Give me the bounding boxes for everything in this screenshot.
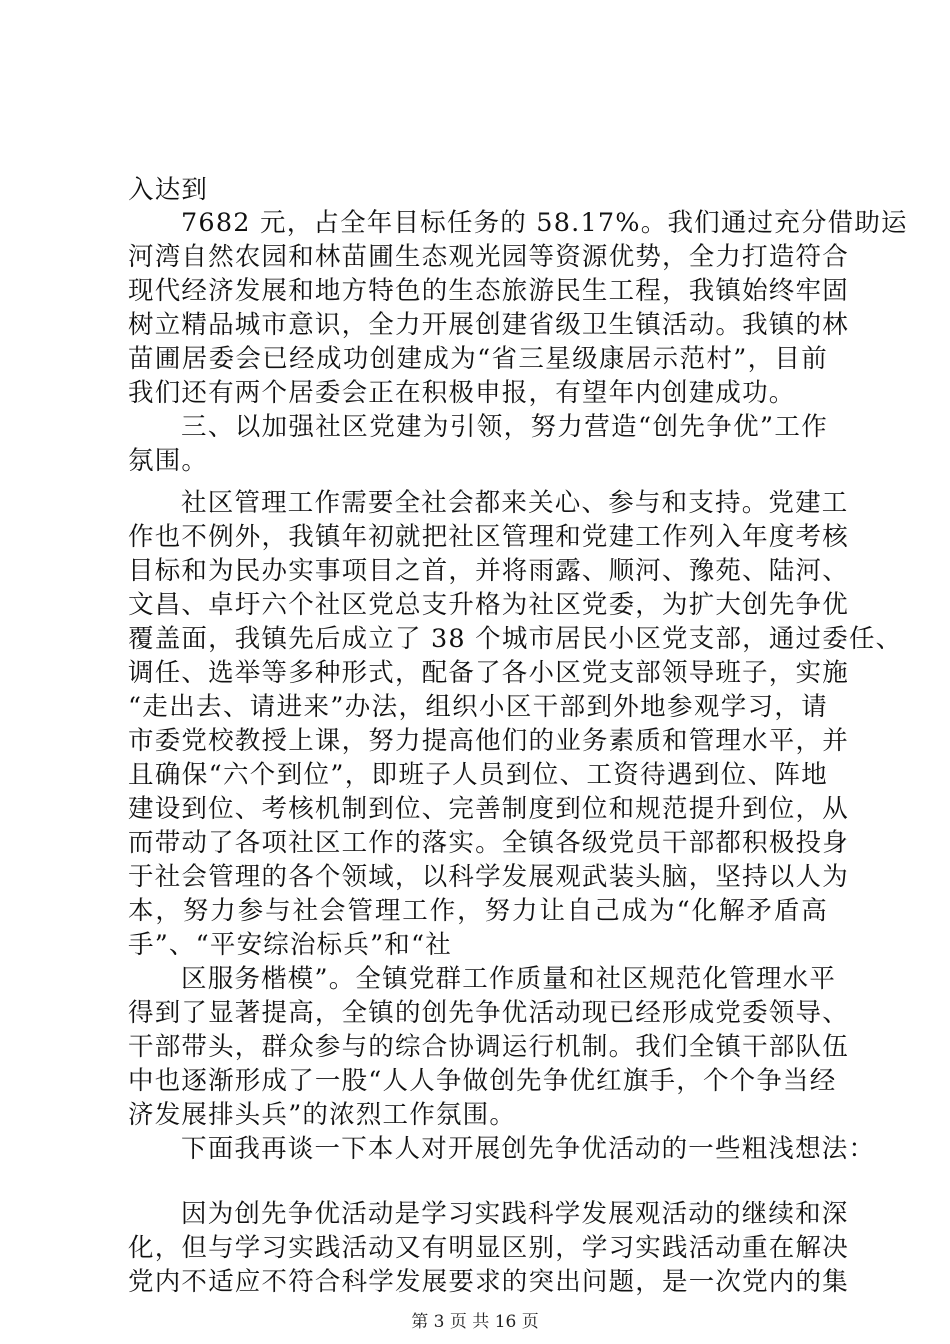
text-line: 7682 元，占全年目标任务的 58.17%。我们通过充分借助运	[181, 208, 908, 238]
text-line: 目标和为民办实事项目之首，并将雨露、顺河、豫苑、陆河、	[128, 556, 849, 586]
text-line: 调任、选举等多种形式，配备了各小区党支部领导班子，实施	[128, 658, 849, 688]
text-line: 化，但与学习实践活动又有明显区别，学习实践活动重在解决	[128, 1233, 849, 1263]
text-line: 党内不适应不符合科学发展要求的突出问题，是一次党内的集	[128, 1267, 849, 1297]
text-line: 本，努力参与社会管理工作，努力让自己成为“化解矛盾高	[128, 896, 828, 926]
text-line: 社区管理工作需要全社会都来关心、参与和支持。党建工	[181, 488, 849, 518]
text-line: 我们还有两个居委会正在积极申报，有望年内创建成功。	[128, 378, 796, 408]
text-line: 下面我再谈一下本人对开展创先争优活动的一些粗浅想法：	[181, 1134, 876, 1164]
page-footer: 第 3 页 共 16 页	[411, 1312, 539, 1332]
text-line: 市委党校教授上课，努力提高他们的业务素质和管理水平，并	[128, 726, 849, 756]
text-line: 覆盖面，我镇先后成立了 38 个城市居民小区党支部，通过委任、	[128, 624, 903, 654]
text-line: 济发展排头兵”的浓烈工作氛围。	[128, 1100, 517, 1130]
text-line: 树立精品城市意识，全力开展创建省级卫生镇活动。我镇的林	[128, 310, 849, 340]
text-line: 且确保“六个到位”，即班子人员到位、工资待遇到位、阵地	[128, 760, 828, 790]
text-line: 得到了显著提高，全镇的创先争优活动现已经形成党委领导、	[128, 998, 849, 1028]
text-line: 而带动了各项社区工作的落实。全镇各级党员干部都积极投身	[128, 828, 849, 858]
text-line: 现代经济发展和地方特色的生态旅游民生工程，我镇始终牢固	[128, 276, 849, 306]
text-line: 入达到	[128, 175, 209, 205]
text-line: 建设到位、考核机制到位、完善制度到位和规范提升到位，从	[128, 794, 849, 824]
text-line: 于社会管理的各个领域，以科学发展观武装头脑，坚持以人为	[128, 862, 849, 892]
text-line: 文昌、卓圩六个社区党总支升格为社区党委，为扩大创先争优	[128, 590, 849, 620]
text-line: 干部带头，群众参与的综合协调运行机制。我们全镇干部队伍	[128, 1032, 849, 1062]
text-line: “走出去、请进来”办法，组织小区干部到外地参观学习，请	[128, 692, 828, 722]
text-line: 中也逐渐形成了一股“人人争做创先争优红旗手，个个争当经	[128, 1066, 837, 1096]
text-line: 区服务楷模”。全镇党群工作质量和社区规范化管理水平	[181, 964, 837, 994]
section-heading-cont: 氛围。	[128, 446, 209, 476]
text-line: 河湾自然农园和林苗圃生态观光园等资源优势，全力打造符合	[128, 242, 849, 272]
text-line: 手”、“平安综治标兵”和“社	[128, 930, 452, 960]
text-line: 作也不例外，我镇年初就把社区管理和党建工作列入年度考核	[128, 522, 849, 552]
section-heading: 三、以加强社区党建为引领，努力营造“创先争优”工作	[181, 412, 828, 442]
text-line: 苗圃居委会已经成功创建成为“省三星级康居示范村”，目前	[128, 344, 828, 374]
text-line: 因为创先争优活动是学习实践科学发展观活动的继续和深	[181, 1199, 849, 1229]
